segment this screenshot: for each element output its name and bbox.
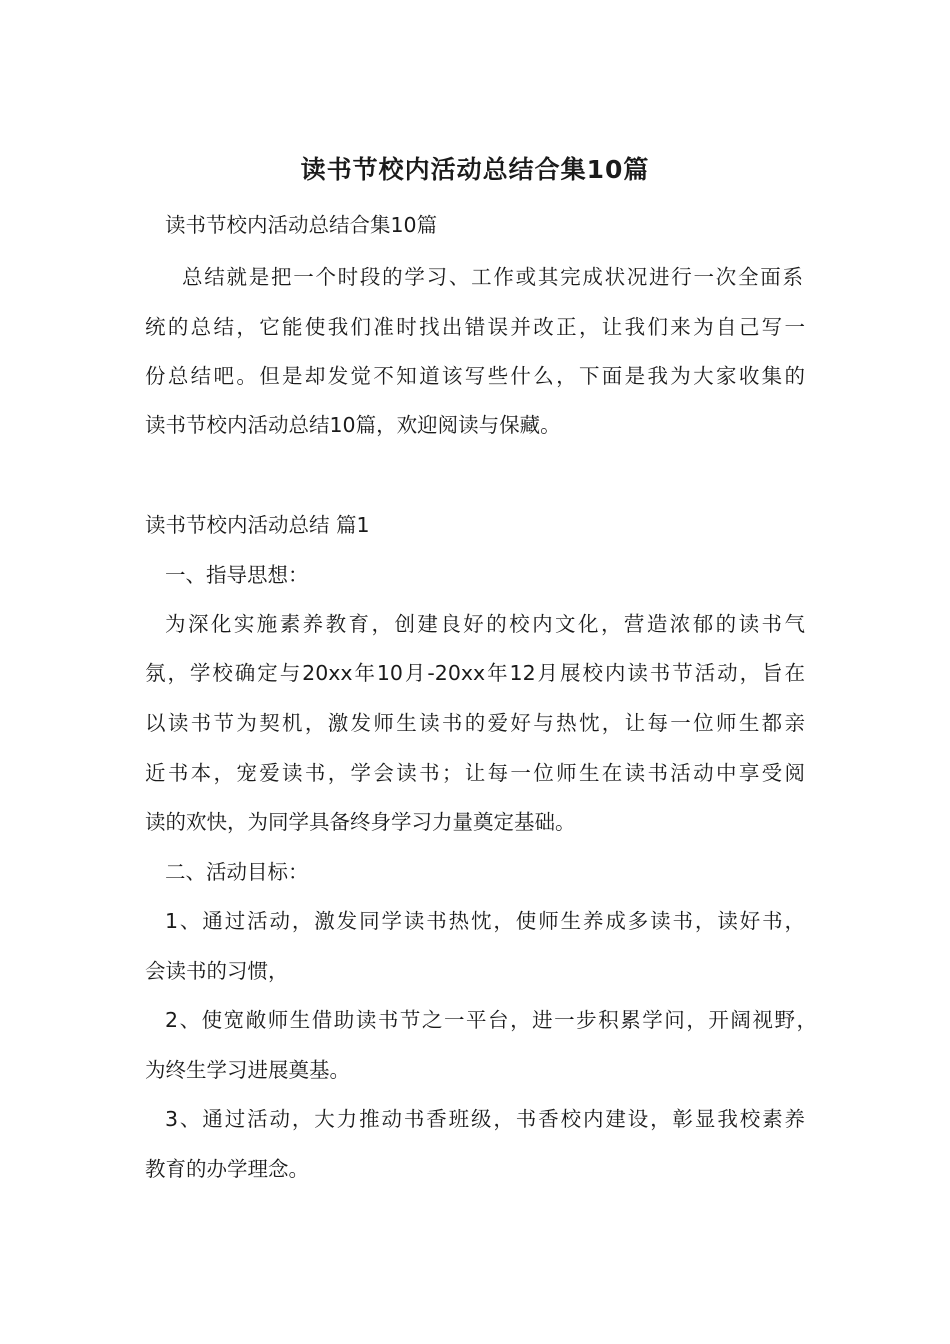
intro-line-3: 份总结吧。但是却发觉不知道该写些什么，下面是我为大家收集的 bbox=[145, 364, 805, 388]
document-title: 读书节校内活动总结合集10篇 bbox=[300, 155, 650, 184]
goal3-line-2: 教育的办学理念。 bbox=[145, 1157, 309, 1181]
para1-line-2: 氛，学校确定与20xx年10月-20xx年12月展校内读书节活动，旨在 bbox=[145, 661, 805, 685]
intro-line-1: 总结就是把一个时段的学习、工作或其完成状况进行一次全面系 bbox=[182, 265, 803, 289]
heading-activity-goals: 二、活动目标： bbox=[165, 860, 309, 884]
goal2-line-1: 2、使宽敞师生借助读书节之一平台，进一步积累学问，开阔视野， bbox=[165, 1008, 817, 1032]
para1-line-4: 近书本，宠爱读书，学会读书；让每一位师生在读书活动中享受阅 bbox=[145, 761, 805, 785]
goal3-line-1: 3、通过活动，大力推动书香班级，书香校内建设，彰显我校素养 bbox=[165, 1107, 805, 1131]
para1-line-5: 读的欢快，为同学具备终身学习力量奠定基础。 bbox=[145, 810, 576, 834]
para1-line-3: 以读书节为契机，激发师生读书的爱好与热忱，让每一位师生都亲 bbox=[145, 711, 805, 735]
para1-line-1: 为深化实施素养教育，创建良好的校内文化，营造浓郁的读书气 bbox=[165, 612, 805, 636]
intro-line-2: 统的总结，它能使我们准时找出错误并改正，让我们来为自己写一 bbox=[145, 315, 805, 339]
intro-line-4: 读书节校内活动总结10篇，欢迎阅读与保藏。 bbox=[145, 413, 561, 437]
goal2-line-2: 为终生学习进展奠基。 bbox=[145, 1058, 350, 1082]
goal1-line-2: 会读书的习惯， bbox=[145, 959, 289, 983]
goal1-line-1: 1、通过活动，激发同学读书热忱，使师生养成多读书，读好书， bbox=[165, 909, 805, 933]
heading-guiding-idea: 一、指导思想： bbox=[165, 563, 309, 587]
section-heading: 读书节校内活动总结 篇1 bbox=[145, 513, 370, 537]
subtitle: 读书节校内活动总结合集10篇 bbox=[165, 213, 438, 237]
